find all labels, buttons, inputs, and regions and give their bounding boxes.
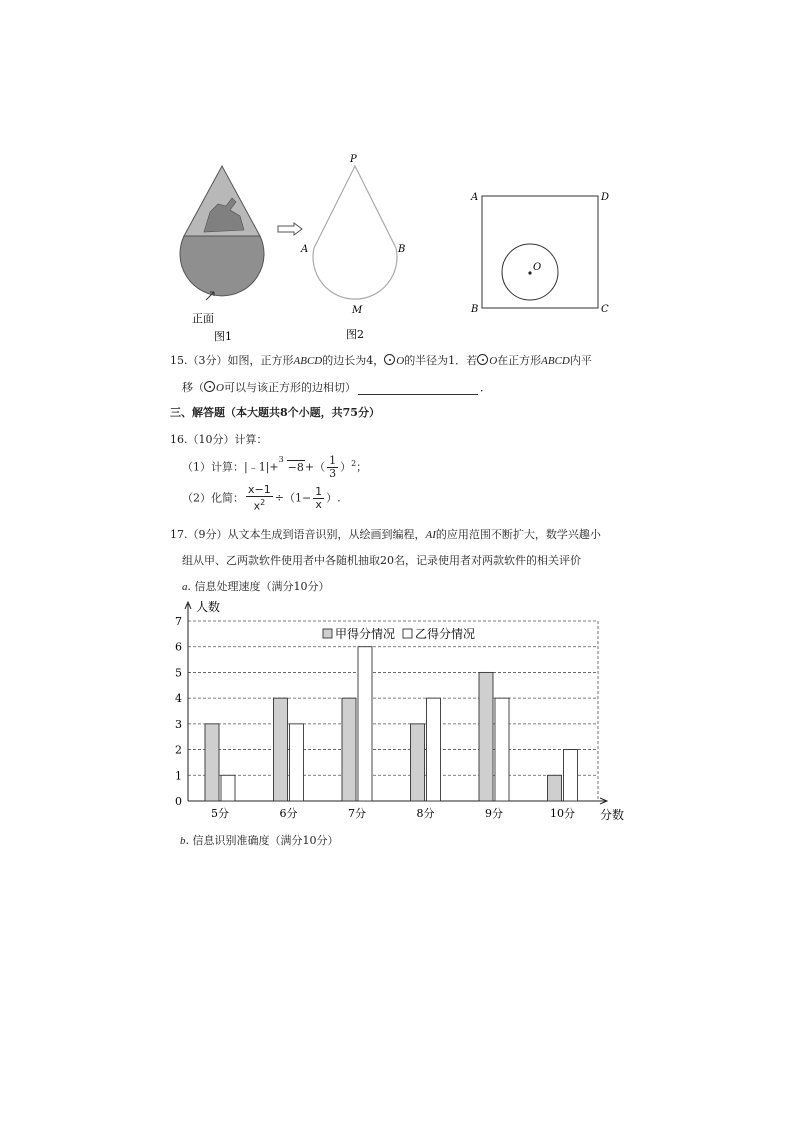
bar-chart — [168, 598, 628, 824]
numerator: 1 — [329, 454, 337, 467]
fig2-label-a: A — [301, 244, 309, 255]
numerator: x−1 — [248, 483, 271, 496]
circle-o-symbol-icon — [204, 381, 215, 392]
q16-part2-div: ÷（1− — [274, 491, 312, 505]
x-tick-label: 6分 — [279, 807, 298, 820]
q15-o: O — [396, 355, 405, 367]
bar-yi — [427, 698, 441, 801]
circle-o-symbol-icon — [477, 354, 488, 365]
q17-part-b-text: . 信息识别准确度（满分10分） — [185, 834, 339, 847]
q15-text: 在正方形 — [497, 354, 542, 367]
bar-jia — [411, 724, 425, 801]
q15-number: 15. — [170, 354, 188, 367]
bar-jia — [479, 672, 493, 801]
fig2-label-p: P — [350, 154, 357, 165]
bar-yi — [495, 698, 509, 801]
legend-label: 甲得分情况 — [335, 627, 396, 641]
q17-text: 的应用范围不断扩大，数学兴趣小 — [435, 528, 601, 541]
q16-part1-end: ； — [356, 460, 368, 474]
legend-swatch — [403, 629, 412, 638]
q17-part-a-letter: a — [182, 581, 188, 593]
q15-o: O — [489, 355, 498, 367]
x-tick-label: 7分 — [348, 807, 366, 820]
q16-part2-prefix: （2）化简： — [182, 491, 244, 505]
den-exponent: 2 — [260, 498, 266, 507]
q15-abcd: ABCD — [293, 355, 323, 367]
square-label-a: A — [471, 192, 479, 203]
q15-abcd: ABCD — [541, 355, 570, 367]
denominator: x — [315, 497, 322, 511]
square-label-b: B — [471, 304, 479, 315]
q15-text: 移（ — [182, 381, 204, 394]
square-label-o: O — [533, 262, 542, 273]
q15-text: 可以与该正方形的边相切） — [223, 381, 356, 394]
y-tick-label: 1 — [175, 769, 182, 783]
legend-swatch — [323, 629, 332, 638]
q16-number: 16. — [170, 433, 188, 446]
fraction-one-third — [327, 455, 338, 480]
bar-yi — [221, 775, 235, 801]
y-tick-label: 2 — [175, 743, 182, 757]
circle-o-symbol-icon — [384, 354, 395, 365]
q15-line-2 — [182, 379, 491, 395]
y-tick-label: 3 — [175, 717, 182, 731]
q16-part1-prefix: （1）计算： — [182, 460, 244, 474]
bar-jia — [205, 724, 219, 801]
square-label-c: C — [601, 304, 609, 315]
q16-line — [170, 431, 268, 447]
q16-part-2 — [182, 484, 341, 513]
q15-o: O — [216, 382, 224, 394]
figure-2 — [298, 150, 408, 345]
exponent: 2 — [351, 458, 357, 468]
square-label-d: D — [601, 192, 610, 203]
denominator — [246, 497, 273, 513]
q17-line-2: 组从甲、乙两款软件使用者中各随机抽取20名，记录使用者对两款软件的相关评价 — [182, 554, 581, 567]
cube-root — [278, 454, 305, 474]
numerator: 1 — [315, 484, 323, 498]
y-tick-label: 7 — [175, 615, 182, 628]
q16-part2-end: ）. — [326, 491, 341, 505]
root-index: 3 — [278, 454, 284, 464]
bar-yi — [564, 750, 578, 801]
figure-1 — [170, 160, 280, 345]
fig1-caption: 图1 — [214, 330, 232, 343]
radicand: −8 — [287, 460, 304, 474]
denominator: 3 — [329, 467, 337, 480]
bar-jia — [548, 775, 562, 801]
q17-ai: AI — [425, 529, 436, 541]
q16-part1-plus: +（ — [304, 460, 326, 474]
q15-text: 内平 — [569, 354, 592, 367]
fraction-x-minus-1-over-x2 — [246, 484, 273, 513]
x-tick-label: 8分 — [416, 807, 435, 820]
figure-square — [468, 186, 618, 318]
fig2-caption: 图2 — [346, 328, 364, 341]
fig2-label-b: B — [398, 244, 406, 255]
square-abcd — [482, 196, 598, 308]
y-tick-label: 5 — [175, 666, 182, 680]
q15-text: 的半径为1．若 — [404, 354, 478, 367]
bar-yi — [358, 647, 372, 801]
y-tick-label: 6 — [175, 640, 182, 654]
q16-part1-abs: |﹣1|+ — [244, 460, 279, 474]
legend-label: 乙得分情况 — [415, 627, 476, 641]
x-tick-label: 9分 — [485, 807, 503, 820]
q17-part-b-letter: b — [180, 835, 186, 847]
fig1-front-label: 正面 — [192, 312, 214, 325]
teardrop-outline — [313, 166, 397, 299]
q17-part-a-text: . 信息处理速度（满分10分） — [187, 580, 330, 593]
x-tick-label: 5分 — [211, 807, 229, 820]
q16-label: 计算： — [234, 433, 268, 446]
center-o-dot — [528, 271, 531, 274]
q16-part1-close: ） — [340, 460, 352, 474]
q17-text: 从文本生成到语音识别，从绘画到编程， — [227, 528, 426, 541]
q15-line-1 — [170, 352, 592, 368]
q17-number: 17. — [170, 528, 188, 541]
y-tick-label: 4 — [175, 692, 182, 706]
den-base: x — [253, 499, 261, 513]
q15-answer-blank[interactable] — [358, 384, 478, 395]
y-tick-label: 0 — [175, 795, 182, 808]
q17-part-a — [182, 578, 330, 594]
q15-text: 如图，正方形 — [227, 354, 294, 367]
cone-bottom — [180, 236, 264, 296]
x-axis-label: 分数 — [600, 808, 625, 822]
fraction-one-over-x — [313, 486, 324, 511]
q15-text: ． — [479, 381, 491, 394]
section-3-title: 三、解答题（本大题共8个小题，共75分） — [170, 406, 380, 419]
q16-score: （10分） — [187, 433, 235, 446]
q17-part-b — [180, 832, 339, 848]
q16-part-1 — [182, 455, 367, 480]
fig2-label-m: M — [352, 305, 363, 316]
x-tick-label: 10分 — [550, 807, 575, 820]
q17-line-1 — [170, 526, 601, 542]
bar-jia — [342, 698, 356, 801]
y-axis-label: 人数 — [196, 600, 221, 614]
q17-score: （9分） — [187, 528, 228, 541]
bar-yi — [290, 724, 304, 801]
bar-jia — [274, 698, 288, 801]
q15-score: （3分） — [187, 354, 228, 367]
q15-text: 的边长为4， — [322, 354, 385, 367]
